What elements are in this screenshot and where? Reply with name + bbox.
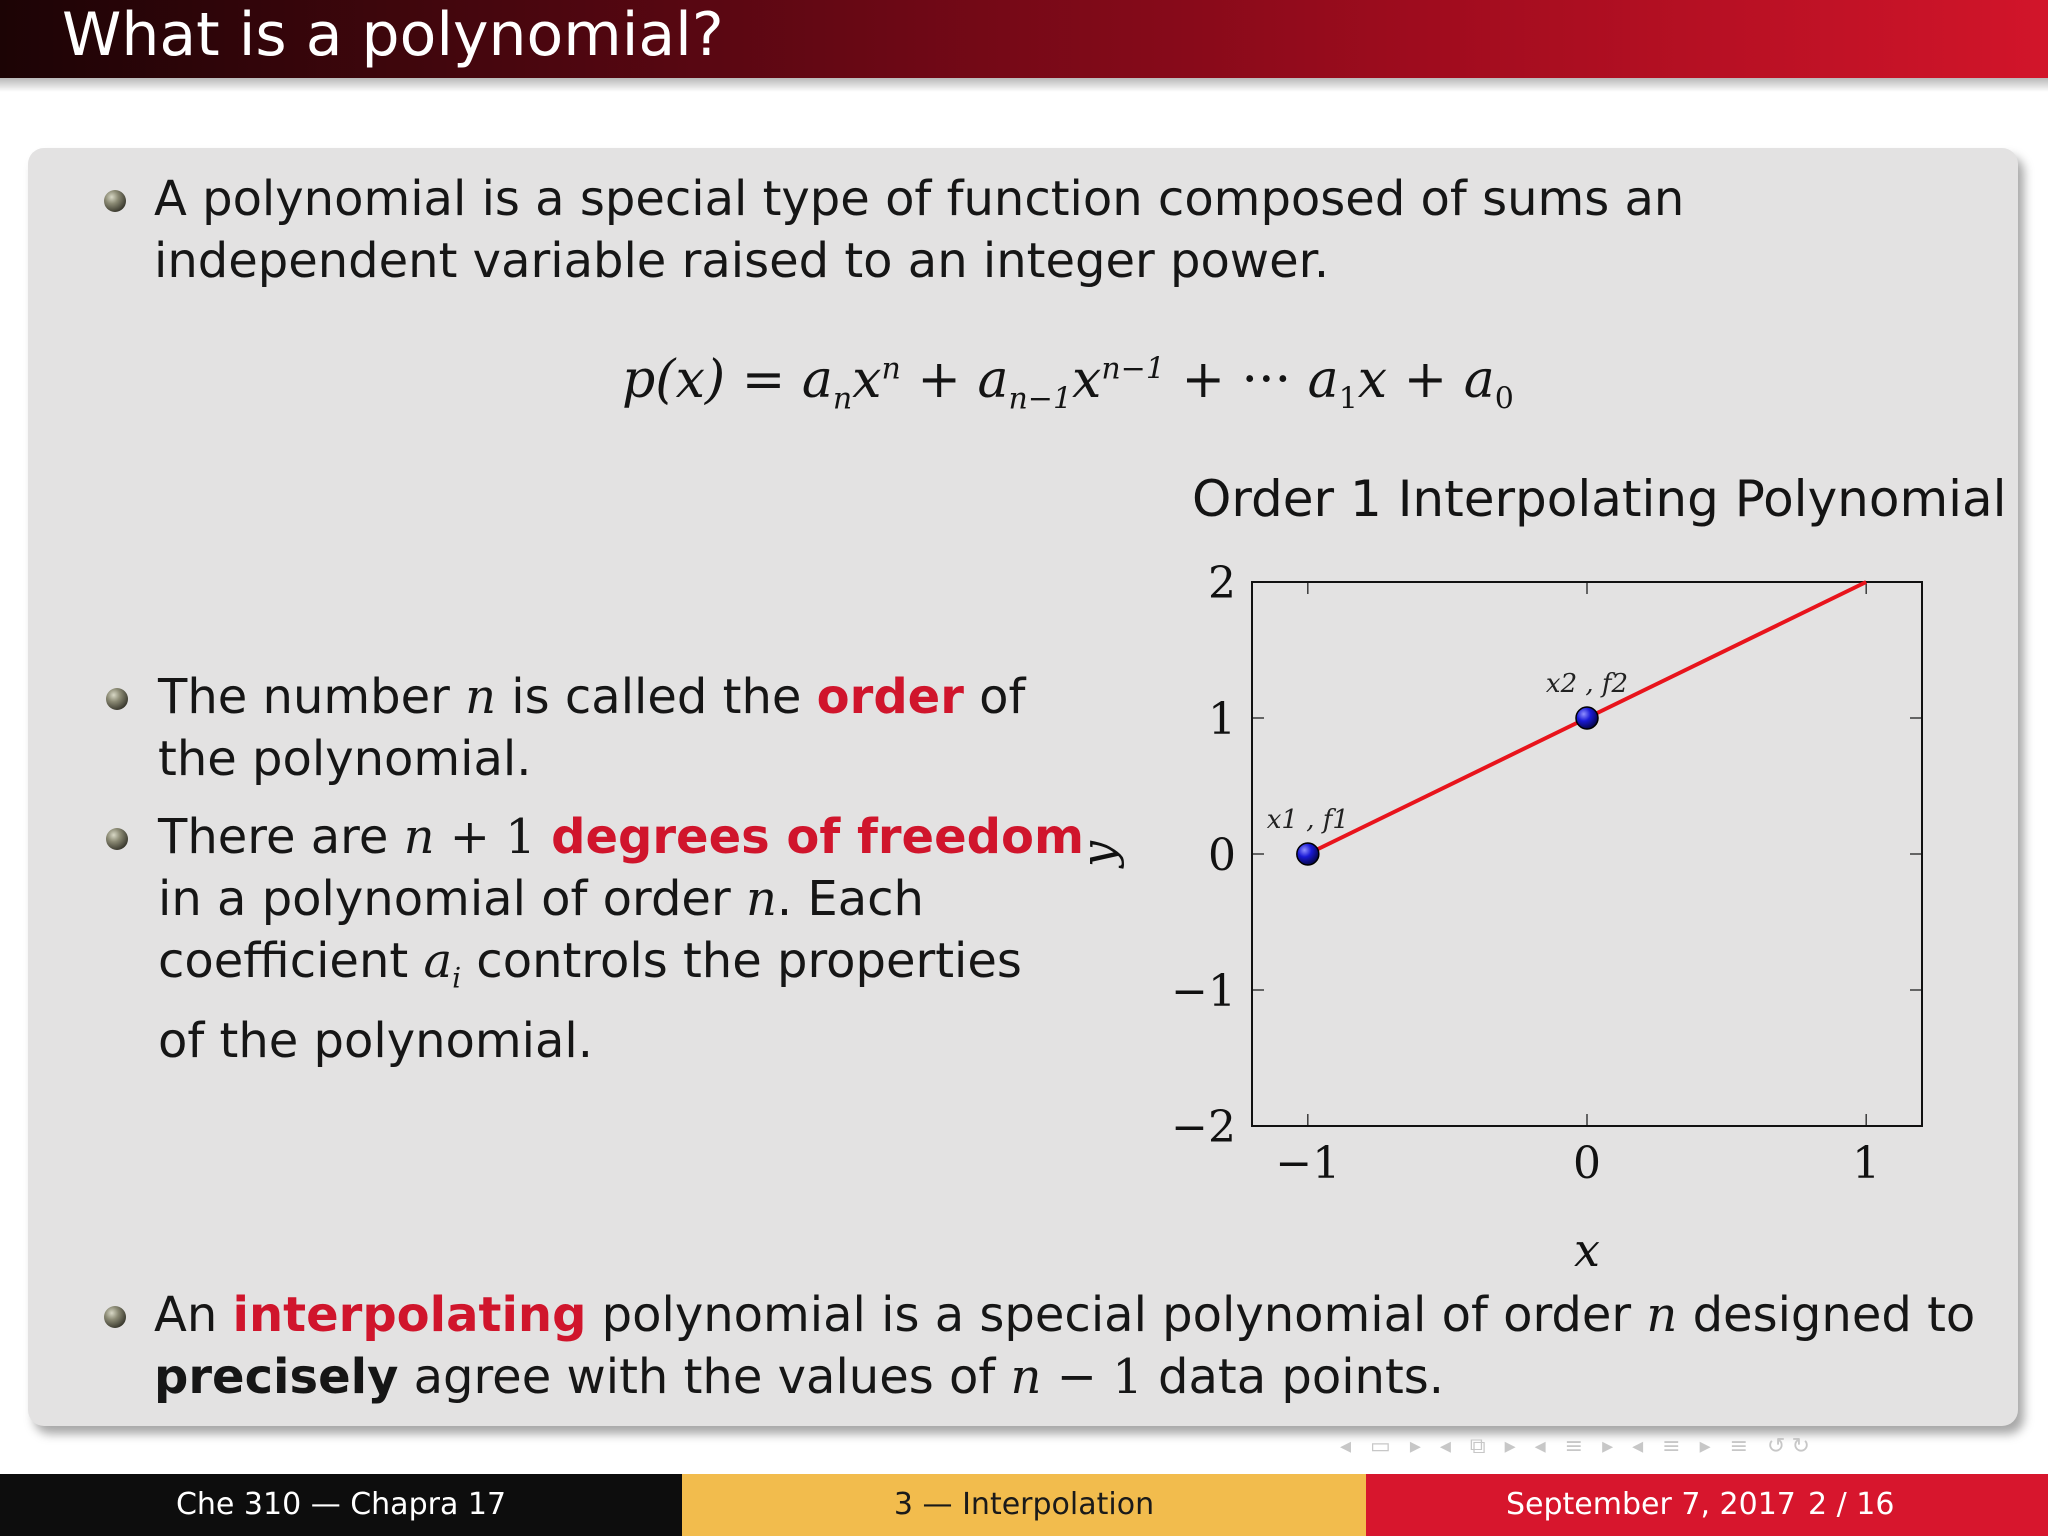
y-tick-label: −1 [1171,966,1236,1017]
y-axis-label: y [1071,841,1125,867]
formula-subscript: 0 [1494,381,1514,417]
y-tick-label: 2 [1208,558,1236,609]
plot-frame [1252,582,1922,1126]
formula-term: a [1307,350,1339,410]
formula-equals: = [741,350,786,410]
formula-subscript: n−1 [1008,381,1073,417]
footer-author: Che 310 — Chapra 17 [0,1474,682,1536]
text-line [154,1346,1975,1408]
data-point [1297,843,1319,865]
data-point [1576,707,1598,729]
formula-term: a [977,350,1009,410]
math-variable: n [1010,1349,1042,1405]
footer-date: September 7, 2017 [1506,1487,1796,1522]
footer-page-number: 2 / 16 [1808,1487,1895,1522]
text-run: in a polynomial of order [158,871,746,927]
highlight-term: order [816,669,964,725]
x-axis-label: x [1574,1223,1600,1277]
footer-bar [0,1474,2048,1536]
data-point-label: x2 , f2 [1545,669,1629,699]
math-variable: n [465,669,497,725]
paragraph-interpolating [154,1284,1975,1408]
slide-title: What is a polynomial? [62,0,724,70]
highlight-term: degrees of freedom [551,809,1084,865]
paragraph-degrees-of-freedom [158,806,1084,1072]
math-subscript: i [452,961,462,995]
formula-term: a [1463,350,1495,410]
footer-date-page [1366,1474,2048,1536]
bullet-icon [106,828,128,850]
text-run: data points. [1142,1349,1445,1405]
text-line [158,868,1084,930]
x-tick-label: 1 [1852,1138,1881,1189]
text-line [158,666,1025,728]
text-run: agree with the values of [398,1349,1011,1405]
formula-term: a [801,350,833,410]
x-tick-label: 0 [1573,1138,1601,1189]
text-run: coefficient [158,933,424,989]
y-tick-label: 1 [1208,694,1236,745]
text-line [158,930,1084,1010]
math-variable: n [403,809,435,865]
formula-exponent: n−1 [1101,351,1165,387]
formula-subscript: n [832,381,853,417]
footer-section: 3 — Interpolation [682,1474,1366,1536]
math-expression: − 1 [1041,1349,1143,1405]
math-variable: n [1646,1287,1678,1343]
formula-plus: + [1403,350,1448,410]
beamer-navigation-icons[interactable]: ◂ ▭ ▸ ◂ ⧉ ▸ ◂ ≡ ▸ ◂ ≡ ▸ ≡ ↺↻ [1340,1434,1816,1459]
formula-plus: + [917,350,961,410]
text-line: A polynomial is a special type of function composed of sums an [154,171,1685,227]
math-expression: + 1 [434,809,552,865]
y-tick-label: −2 [1171,1102,1236,1153]
formula-ellipsis: ··· [1241,350,1292,410]
paragraph-order [158,666,1025,790]
x-tick-label: −1 [1275,1138,1341,1189]
polynomial-formula [622,350,1522,430]
text-run: . Each [776,871,924,927]
chart-title: Order 1 Interpolating Polynomial [1192,470,2007,528]
bullet-icon [104,190,126,212]
paragraph-definition [154,168,1684,292]
math-variable: a [423,933,453,989]
text-run: The number [158,669,466,725]
text-run: of [963,669,1026,725]
text-run: An [154,1287,233,1343]
bold-term: precisely [154,1349,399,1405]
chart-plot-layer [1071,558,1922,1277]
formula-variable: x [1357,350,1388,410]
title-bar-shadow [0,78,2048,92]
text-line: of the polynomial. [158,1012,594,1069]
formula-subscript: 1 [1338,381,1358,417]
text-run: controls the properties [461,933,1022,989]
text-run: is called the [496,669,817,725]
text-run: There are [158,809,404,865]
data-point-label: x1 , f1 [1266,805,1349,835]
math-variable: n [745,871,777,927]
text-run: designed to [1677,1287,1976,1343]
text-run: polynomial is a special polynomial of order [586,1287,1647,1343]
text-line [154,1284,1975,1346]
bullet-icon [106,688,128,710]
text-line: the polynomial. [158,731,532,787]
formula-plus: + [1181,350,1226,410]
interpolation-chart [1071,550,1980,1277]
formula-variable: x [1072,350,1102,410]
formula-variable: x [852,350,882,410]
formula-exponent: n [881,351,901,387]
bullet-icon [104,1306,126,1328]
y-tick-label: 0 [1208,830,1236,881]
text-line [158,806,1084,868]
highlight-term: interpolating [232,1287,587,1343]
formula-lhs: p(x) [622,350,726,410]
text-line: independent variable raised to an integer power. [154,233,1330,289]
